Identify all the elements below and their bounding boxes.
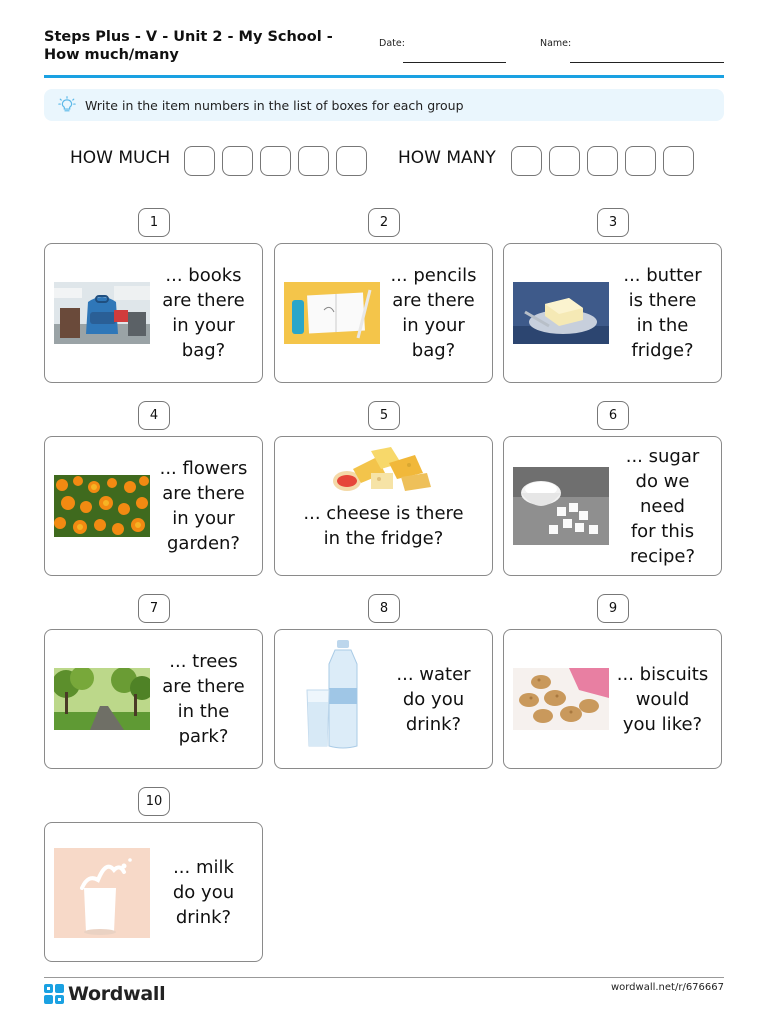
question-line: in the [636,315,689,336]
question-line: ... pencils [390,265,477,286]
item-card-flowers [44,436,263,576]
question-line: in your [402,315,465,336]
item-number-badge: 10 [138,787,170,816]
item-number-badge: 3 [597,208,629,237]
wordwall-brand-text: Wordwall [68,983,166,1005]
footer-divider [44,977,724,978]
item-number-badge: 7 [138,594,170,623]
item-number-badge: 2 [368,208,400,237]
how-many-answer-box-5[interactable] [663,146,694,176]
question-line: ... cheese is there [303,503,464,524]
question-line: are there [392,290,475,311]
question-line: do you [402,688,465,710]
question-line: bag? [181,340,226,361]
question-line: ... books [165,265,242,286]
item-question [610,437,715,575]
question-line: do you [172,881,235,903]
question-line: ... sugar [625,445,700,467]
item-card-biscuits [503,629,722,769]
header-divider [44,75,724,78]
item-card-cheese [274,436,493,576]
item-number-badge: 4 [138,401,170,430]
question-line: park? [178,726,229,747]
item-number-badge: 8 [368,594,400,623]
question-line: ... butter [623,265,702,286]
item-card-milk [44,822,263,962]
item-card-pencils [274,243,493,383]
biscuits-photo [513,668,609,730]
instruction-text: Write in the item numbers in the list of boxes for each group [85,98,464,113]
question-line: in your [172,315,235,336]
item-card-books [44,243,263,383]
how-much-answer-box-5[interactable] [336,146,367,176]
how-much-answer-box-4[interactable] [298,146,329,176]
item-question [151,823,256,961]
item-card-trees [44,629,263,769]
item-question [381,244,486,382]
pencils-notebook-photo [284,282,380,344]
item-card-water [274,629,493,769]
item-number-badge: 5 [368,401,400,430]
question-line: ... milk [173,856,234,878]
question-line: for this [630,520,695,542]
question-line: is there [628,290,697,311]
item-card-butter [503,243,722,383]
question-line: in your [172,508,235,529]
item-question [151,244,256,382]
footer-url[interactable]: wordwall.net/r/676667 [610,982,724,993]
question-line: garden? [166,533,240,554]
item-number-badge: 6 [597,401,629,430]
name-label: Name: [540,38,572,49]
milk-photo [54,848,150,938]
how-many-answer-box-2[interactable] [549,146,580,176]
group-label-how-much: HOW MUCH [70,148,171,168]
question-line: drink? [405,713,462,735]
lightbulb-icon [58,96,76,114]
item-question [610,630,715,768]
sugar-photo [513,467,609,545]
question-line: need [640,495,685,517]
question-line: would [635,688,690,710]
question-line: drink? [175,906,232,928]
question-line: bag? [411,340,456,361]
how-many-answer-box-4[interactable] [625,146,656,176]
question-line: in the [177,701,230,722]
question-line: in the fridge? [323,528,444,549]
item-question [151,630,256,768]
question-line: are there [162,483,245,504]
question-line: ... flowers [159,458,248,479]
school-bag-photo [54,282,150,344]
item-card-sugar [503,436,722,576]
how-much-answer-box-3[interactable] [260,146,291,176]
instruction-banner [44,89,724,121]
wordwall-logo[interactable] [44,983,165,1005]
date-field[interactable] [403,62,506,63]
page-title: Steps Plus - V - Unit 2 - My School - How much/many [44,29,333,63]
park-trees-photo [54,668,150,730]
cheese-photo [331,443,436,499]
question-line: fridge? [631,340,694,361]
question-line: recipe? [629,545,696,567]
how-much-answer-box-2[interactable] [222,146,253,176]
how-many-answer-box-3[interactable] [587,146,618,176]
question-line: are there [162,676,245,697]
item-number-badge: 1 [138,208,170,237]
how-many-answer-box-1[interactable] [511,146,542,176]
item-question [151,437,256,575]
group-label-how-many: HOW MANY [398,148,496,168]
flowers-photo [54,475,150,537]
item-number-badge: 9 [597,594,629,623]
name-field[interactable] [570,62,724,63]
wordwall-logo-icon [44,984,64,1004]
how-much-answer-box-1[interactable] [184,146,215,176]
question-line: do we [635,470,690,492]
question-line: you like? [622,713,703,735]
question-line: ... biscuits [616,663,709,685]
question-line: ... water [396,663,471,685]
water-bottle-photo [295,636,365,752]
item-question [610,244,715,382]
question-line: are there [162,290,245,311]
item-question [283,499,484,567]
butter-photo [513,282,609,344]
question-line: ... trees [169,651,238,672]
item-question [381,630,486,768]
date-label: Date: [379,38,405,49]
